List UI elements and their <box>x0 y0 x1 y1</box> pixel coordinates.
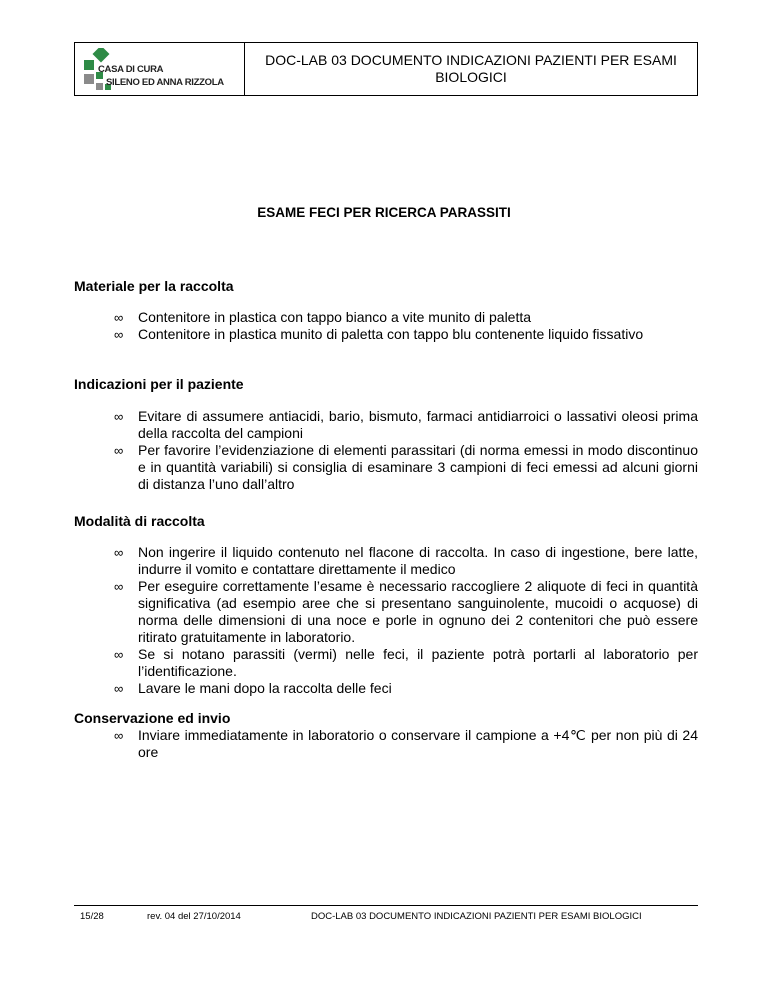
list-item: ∞ Contenitore in plastica munito di paletta con tappo blu contenente liquido fissativo <box>114 326 644 342</box>
bullet-icon: ∞ <box>114 647 124 662</box>
logo <box>75 43 245 95</box>
list-conservazione <box>114 727 698 761</box>
list-indicazioni <box>114 408 698 493</box>
logo-line-2: SILENO ED ANNA RIZZOLA <box>106 77 224 88</box>
list-item: ∞ Evitare di assumere antiacidi, bario, bismuto, farmaci antidiarroici o lassativi oleosi prima della raccolta del campioni <box>114 408 698 441</box>
footer-page-number: 15/28 <box>80 911 104 922</box>
list-item: ∞ Contenitore in plastica con tappo bianco a vite munito di paletta <box>114 309 532 325</box>
section-title-modalita: Modalità di raccolta <box>74 513 205 529</box>
footer-divider <box>74 905 698 906</box>
section-title-indicazioni: Indicazioni per il paziente <box>74 376 244 392</box>
bullet-icon: ∞ <box>114 681 124 696</box>
footer-revision: rev. 04 del 27/10/2014 <box>147 911 241 922</box>
bullet-icon: ∞ <box>114 327 124 342</box>
bullet-icon: ∞ <box>114 310 124 325</box>
bullet-icon: ∞ <box>114 728 124 743</box>
list-item: ∞ Inviare immediatamente in laboratorio o conservare il campione a +4℃ per non più di 24 ore <box>114 727 698 760</box>
header-title: DOC-LAB 03 DOCUMENTO INDICAZIONI PAZIENTI PER ESAMI BIOLOGICI <box>265 52 677 85</box>
list-modalita <box>114 544 698 697</box>
bullet-icon: ∞ <box>114 545 124 560</box>
list-item: ∞ Per favorire l’evidenziazione di elementi parassitari (di norma emessi in modo discontinuo e in quantità variabili) si consiglia di esaminare 3 campioni di feci emessi ad alcuni giorni di distanza l’uno dall’altro <box>114 442 698 492</box>
list-item: ∞ Per eseguire correttamente l’esame è necessario raccogliere 2 aliquote di feci in quantità significativa (ad esempio aree che si presentano sanguinolente, mucoidi o acquose) di norma delle dimensioni di una noce e porle in ognuno dei 2 contenitori che può essere ritirato gratuitamente in laboratorio. <box>114 578 698 645</box>
bullet-icon: ∞ <box>114 579 124 594</box>
document-header <box>74 42 698 96</box>
bullet-icon: ∞ <box>114 409 124 424</box>
section-title-conservazione: Conservazione ed invio <box>74 710 231 726</box>
page-title: ESAME FECI PER RICERCA PARASSITI <box>257 205 511 220</box>
footer-doc-title: DOC-LAB 03 DOCUMENTO INDICAZIONI PAZIENTI PER ESAMI BIOLOGICI <box>311 911 642 922</box>
list-item: ∞ Non ingerire il liquido contenuto nel flacone di raccolta. In caso di ingestione, bere latte, indurre il vomito e contattare direttamente il medico <box>114 544 698 577</box>
logo-line-1: CASA DI CURA <box>98 64 164 75</box>
section-title-materiale: Materiale per la raccolta <box>74 278 234 294</box>
list-item: ∞ Lavare le mani dopo la raccolta delle feci <box>114 680 392 696</box>
list-materiale <box>114 309 698 343</box>
list-item: ∞ Se si notano parassiti (vermi) nelle feci, il paziente potrà portarli al laboratorio per l’identificazione. <box>114 646 698 679</box>
bullet-icon: ∞ <box>114 443 124 458</box>
